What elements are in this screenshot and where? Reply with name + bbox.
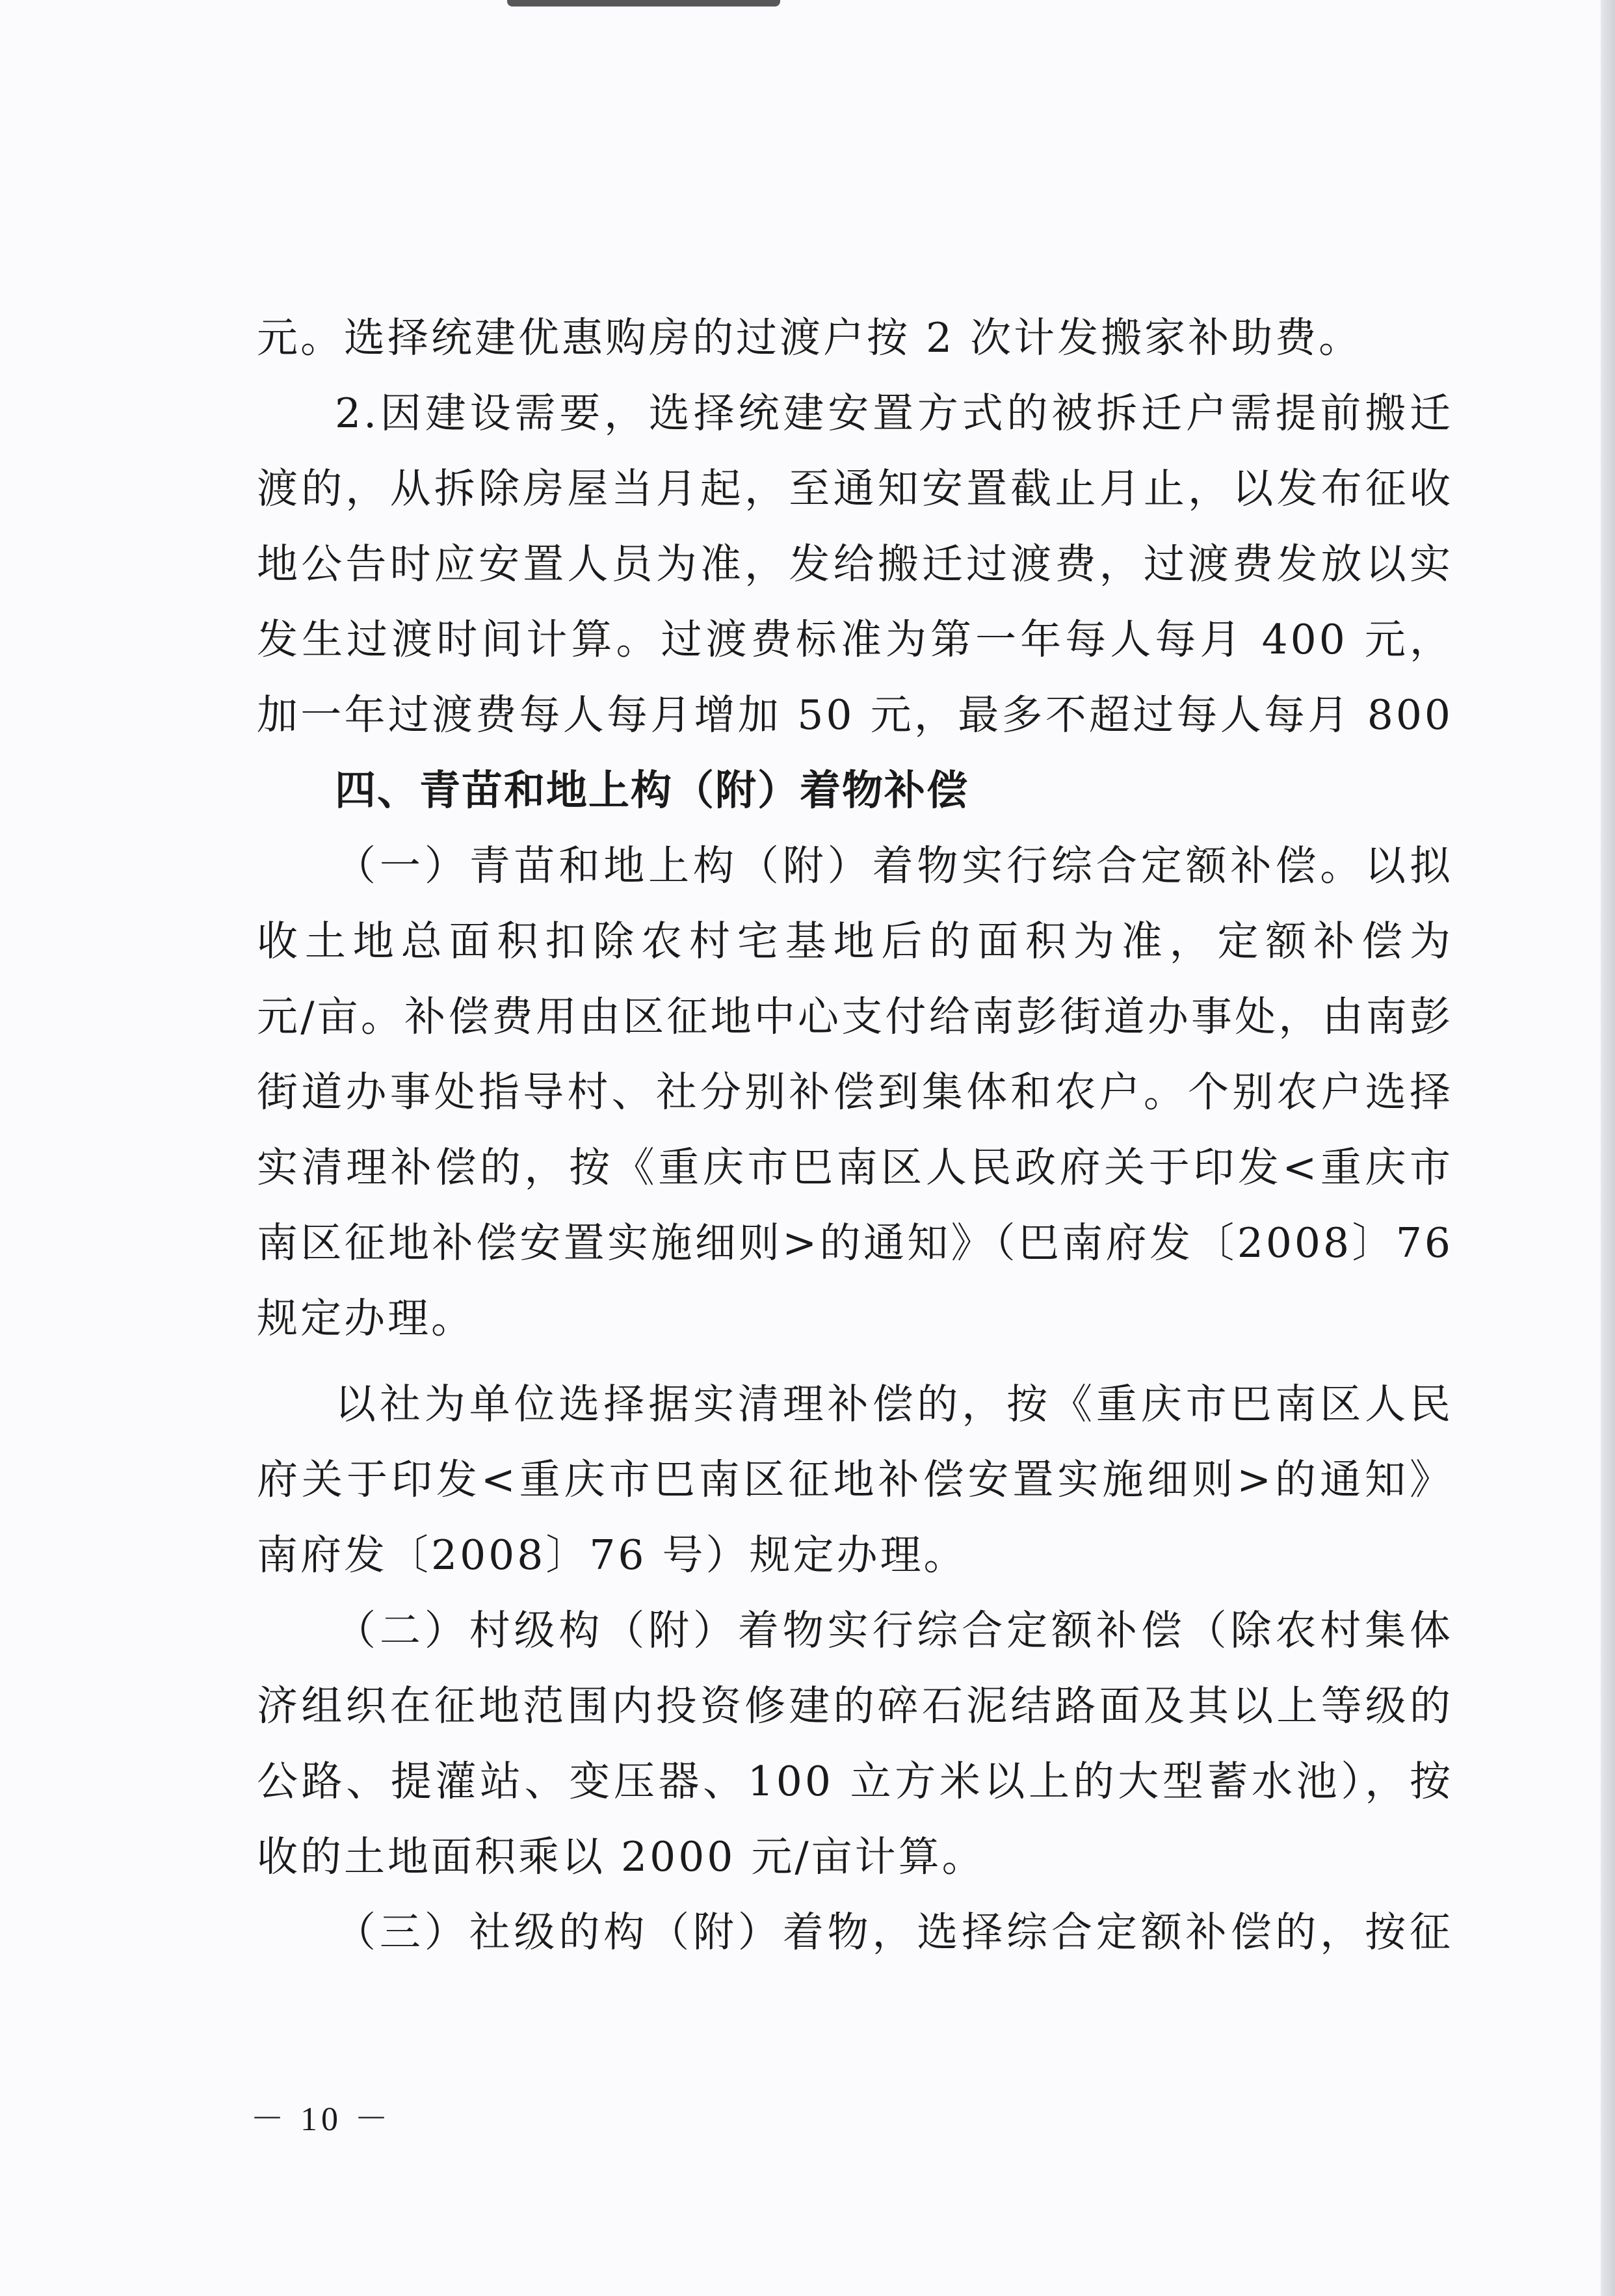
- text-line: （二）村级构（附）着物实行综合定额补偿（除农村集体: [335, 1607, 1453, 1654]
- text-line: 规定办理。: [257, 1295, 475, 1342]
- text-line: 收的土地面积乘以 2000 元/亩计算。: [257, 1833, 986, 1880]
- text-line: 实清理补偿的，按《重庆市巴南区人民政府关于印发<重庆市: [257, 1144, 1453, 1191]
- text-line: 以社为单位选择据实清理补偿的，按《重庆市巴南区人民: [335, 1380, 1453, 1428]
- text-line: 地公告时应安置人员为准，发给搬迁过渡费，过渡费发放以实: [257, 540, 1453, 588]
- scan-artifact-right-edge: [1601, 0, 1615, 2296]
- scan-artifact-top: [507, 0, 780, 7]
- text-line: 公路、提灌站、变压器、100 立方米以上的大型蓄水池），按: [257, 1758, 1453, 1805]
- text-line: 收土地总面积扣除农村宅基地后的面积为准，定额补偿为: [257, 917, 1453, 965]
- text-line: 元。选择统建优惠购房的过渡户按 2 次计发搬家补助费。: [257, 314, 1363, 362]
- text-line: 南府发〔2008〕76 号）规定办理。: [257, 1531, 967, 1579]
- page-number: － 10 －: [250, 2101, 393, 2138]
- text-line: （三）社级的构（附）着物，选择综合定额补偿的，按征: [335, 1908, 1453, 1956]
- text-line: 府关于印发<重庆市巴南区征地补偿安置实施细则>的通知》: [257, 1456, 1453, 1503]
- text-line: （一）青苗和地上构（附）着物实行综合定额补偿。以拟: [335, 842, 1453, 890]
- text-line: 街道办事处指导村、社分别补偿到集体和农户。个别农户选择: [257, 1068, 1453, 1116]
- text-line: 加一年过渡费每人每月增加 50 元，最多不超过每人每月 800: [257, 691, 1453, 739]
- text-line: 渡的，从拆除房屋当月起，至通知安置截止月止，以发布征收: [257, 465, 1453, 512]
- text-line: 发生过渡时间计算。过渡费标准为第一年每人每月 400 元，: [257, 616, 1453, 663]
- text-line: 济组织在征地范围内投资修建的碎石泥结路面及其以上等级的: [257, 1682, 1453, 1730]
- text-line: 南区征地补偿安置实施细则>的通知》（巴南府发〔2008〕76: [257, 1219, 1453, 1267]
- section-heading: 四、青苗和地上构（附）着物补偿: [335, 767, 969, 814]
- text-line: 元/亩。补偿费用由区征地中心支付给南彭街道办事处，由南彭: [257, 993, 1453, 1040]
- text-line: 2.因建设需要，选择统建安置方式的被拆迁户需提前搬迁: [335, 389, 1453, 437]
